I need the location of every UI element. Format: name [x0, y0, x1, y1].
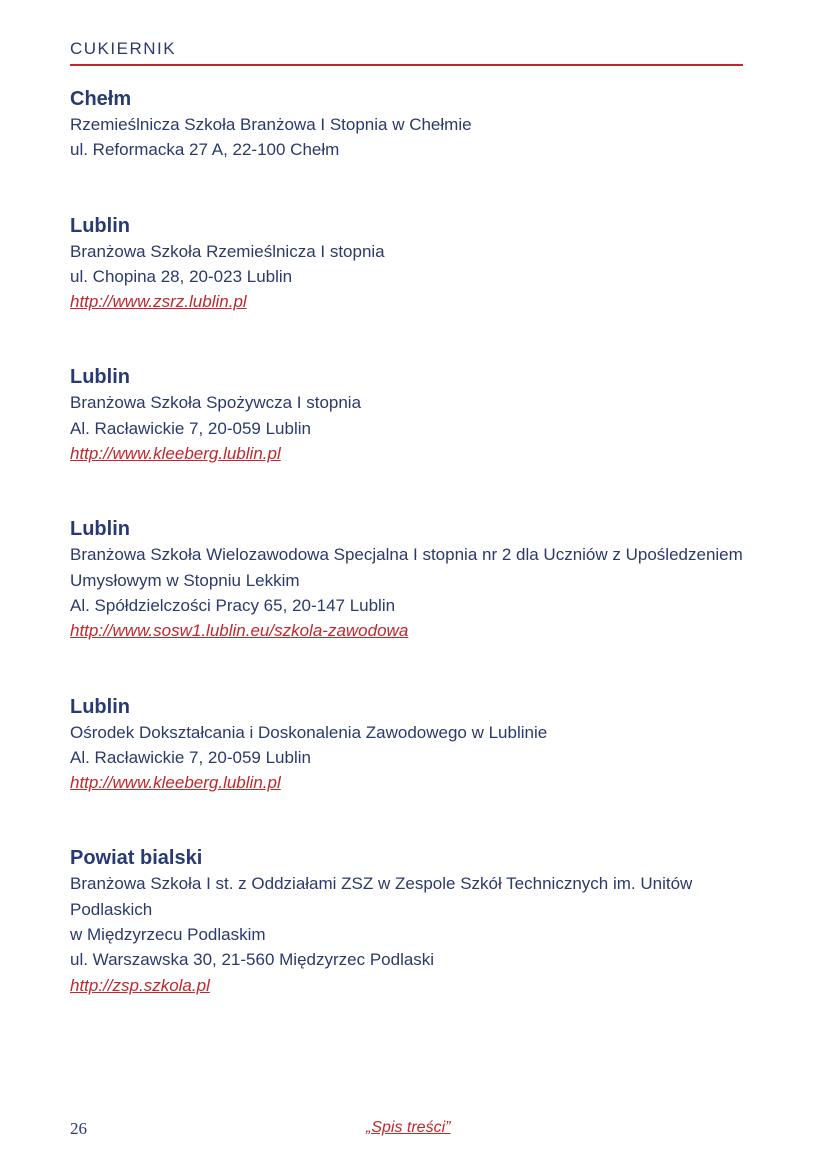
entry-school-name: Branżowa Szkoła Spożywcza I stopnia: [70, 393, 362, 413]
page-header: [70, 38, 743, 66]
school-entry: [70, 364, 760, 466]
entry-city: Lublin: [70, 518, 130, 541]
entry-school-name: Ośrodek Dokształcania i Doskonalenia Zawodowego w Lublinie: [70, 722, 548, 742]
entry-city: Chełm: [70, 88, 132, 110]
entry-address: Al. Racławickie 7, 20-059 Lublin: [70, 418, 311, 438]
entry-website-link[interactable]: http://www.kleeberg.lublin.pl: [70, 444, 281, 464]
school-entry: [70, 516, 760, 643]
entry-website-link[interactable]: http://zsp.szkola.pl: [70, 975, 210, 995]
entry-city: Lublin: [70, 214, 130, 237]
entry-address: ul. Reformacka 27 A, 22-100 Chełm: [70, 140, 340, 160]
page-number: 26: [70, 1119, 87, 1138]
entry-website-link[interactable]: http://www.zsrz.lublin.pl: [70, 292, 247, 312]
entry-city: Powiat bialski: [70, 847, 203, 870]
school-entry: [70, 694, 760, 796]
entry-school-name: Rzemieślnicza Szkoła Branżowa I Stopnia w Chełmie: [70, 115, 472, 134]
entry-address: ul. Chopina 28, 20-023 Lublin: [70, 266, 293, 286]
entry-address: Al. Racławickie 7, 20-059 Lublin: [70, 747, 311, 767]
entry-city: Lublin: [70, 366, 130, 389]
entry-website-link[interactable]: http://www.sosw1.lublin.eu/szkola-zawodowa: [70, 621, 409, 641]
section-title: CUKIERNIK: [70, 39, 177, 58]
entry-city: Lublin: [70, 695, 130, 718]
entry-address: Al. Spółdzielczości Pracy 65, 20-147 Lublin: [70, 595, 396, 615]
school-entry: [70, 213, 760, 315]
school-entry: [70, 845, 760, 997]
entry-website-link[interactable]: http://www.kleeberg.lublin.pl: [70, 773, 281, 793]
entry-school-name: Branżowa Szkoła Wielozawodowa Specjalna I stopnia nr 2 dla Uczniów z Upośledzeniem: [70, 545, 743, 565]
school-list: [70, 86, 760, 998]
entry-address: ul. Warszawska 30, 21-560 Międzyrzec Podlaski: [70, 950, 435, 970]
entry-school-name-continued: w Międzyrzecu Podlaskim: [70, 925, 266, 945]
entry-school-name-continued: Umysłowym w Stopniu Lekkim: [70, 570, 300, 590]
table-of-contents-link[interactable]: „Spis treści”: [366, 1119, 451, 1136]
school-entry: [70, 86, 760, 163]
header-divider: [70, 64, 743, 66]
entry-school-name: Branżowa Szkoła I st. z Oddziałami ZSZ w Zespole Szkół Technicznych im. Unitów Podlaskich: [70, 874, 693, 919]
entry-school-name: Branżowa Szkoła Rzemieślnicza I stopnia: [70, 241, 385, 261]
